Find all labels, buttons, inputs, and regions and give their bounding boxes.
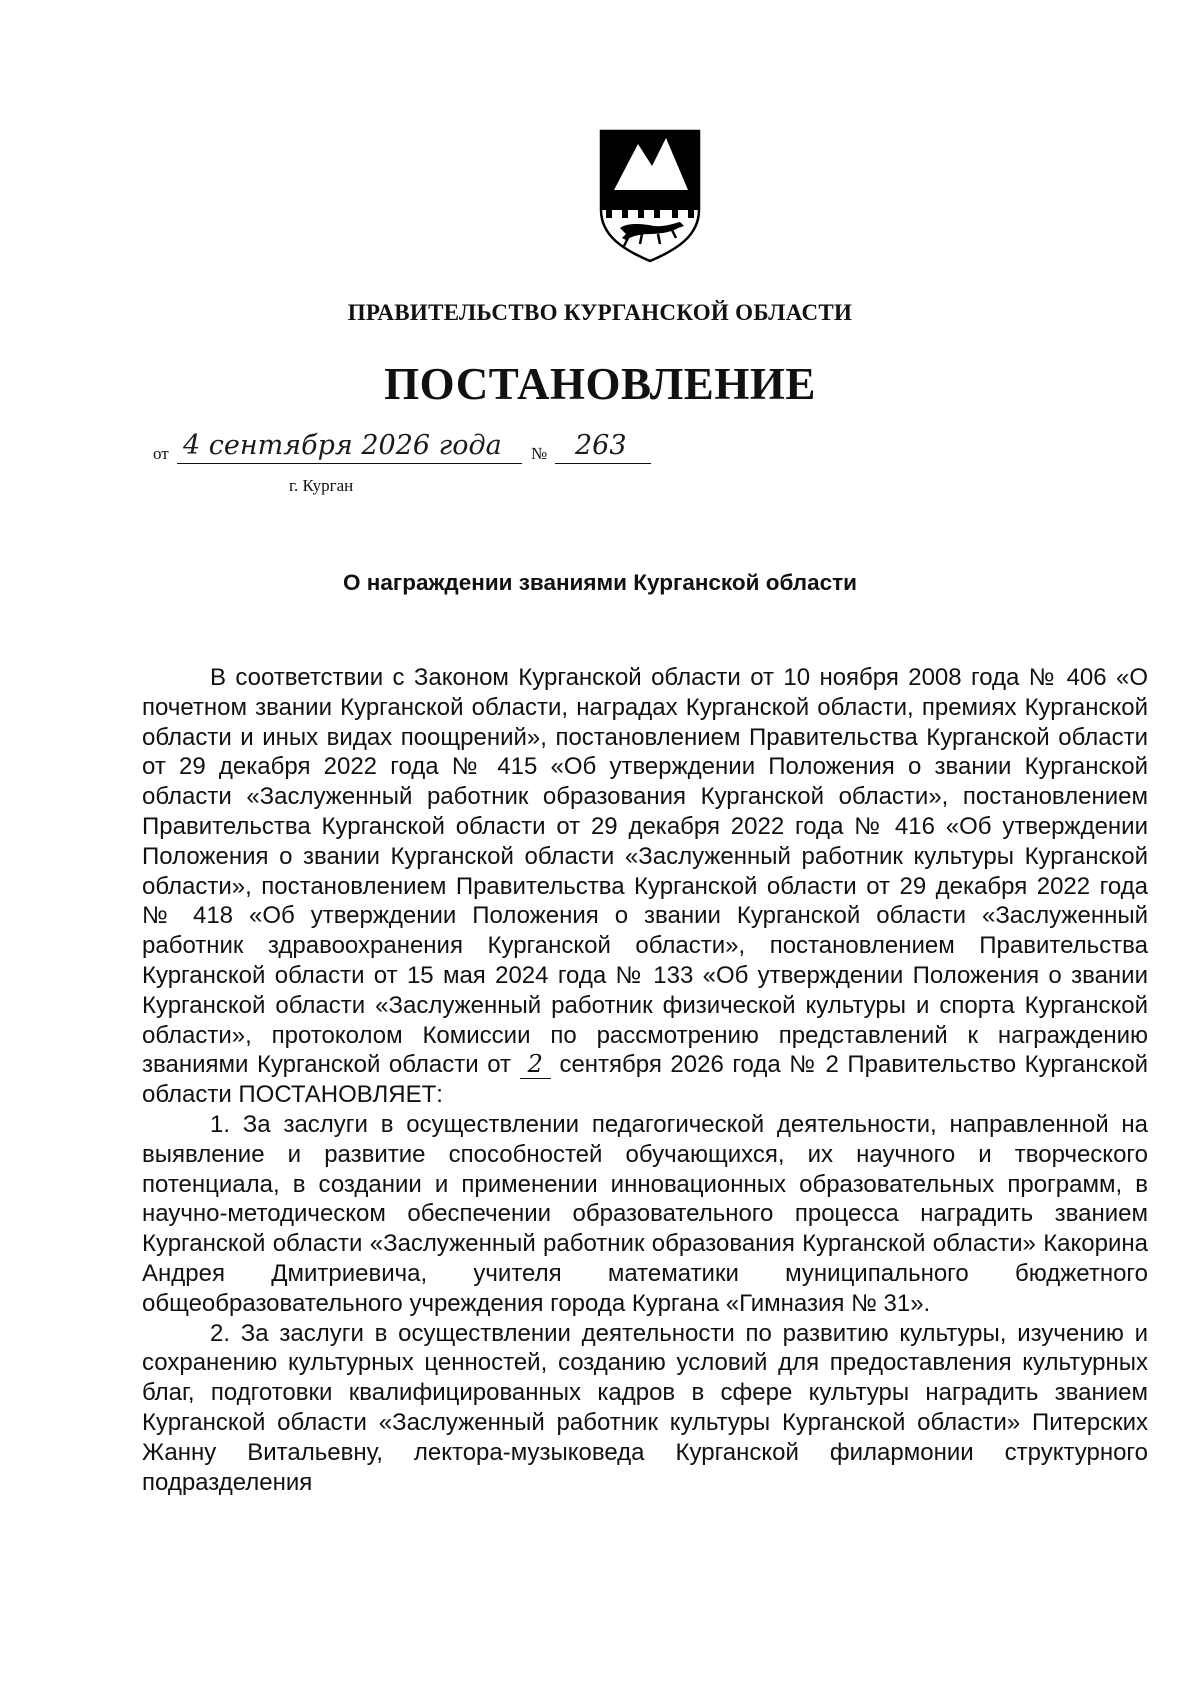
handwritten-day: 2 (520, 1050, 551, 1079)
date-underline (177, 463, 522, 464)
preamble-paragraph (142, 663, 1148, 1110)
document-body (142, 663, 1148, 1497)
coat-of-arms-icon (598, 128, 702, 264)
date-prefix: от (153, 444, 169, 463)
number-handwritten: 263 (575, 430, 627, 461)
number-prefix: № (531, 444, 548, 463)
preamble-text-end: сентября 2026 года № 2 Правительство Курганской области ПОСТАНОВЛЯЕТ: (142, 1051, 1149, 1109)
date-handwritten: 4 сентября 2026 года (183, 430, 502, 461)
document-subject: О награждении званиями Курганской области (343, 570, 857, 595)
preamble-text: В соответствии с Законом Курганской области от 10 ноября 2008 года № 406 «О почетном звании Курганской области, наградах Курганской области, премиях Курганской области и иных видах поощрений», постановлением Правительства Курганской области от 29 декабря 2022 года № 415 «Об утверждении Положения о звании Курганской области «Заслуженный работник образования Курганской области», постановлением Правительства Курганской области от 29 декабря 2022 года № 416 «Об утверждении Положения о звании Курганской области «Заслуженный работник культуры Курганской области», постановлением Правительства Курганской области от 29 декабря 2022 года № 418 «Об утверждении Положения о звании Курганской области «Заслуженный работник здравоохранения Курганской области», постановлением Правительства Курганской области от 15 мая 2024 года № 133 «Об утверждении Положения о звании Курганской области «Заслуженный работник физической культуры и спорта Курганской области», протоколом Комиссии по рассмотрению представлений к награждению званиями Курганской области от (142, 664, 1148, 1079)
date-number-line (153, 430, 673, 478)
item-1-paragraph: 1. За заслуги в осуществлении педагогической деятельности, направленной на выявление и развитие способностей обучающихся, их научного и творческого потенциала, в создании и применении инновационных образовательных программ, в научно-методическом обеспечении образовательного процесса наградить званием Курганской области «Заслуженный работник образования Курганской области» Какорина Андрея Дмитриевича, учителя математики муниципального бюджетного общеобразовательного учреждения города Кургана «Гимназия № 31». (142, 1110, 1148, 1317)
document-type: ПОСТАНОВЛЕНИЕ (384, 359, 816, 409)
government-title: ПРАВИТЕЛЬСТВО КУРГАНСКОЙ ОБЛАСТИ (347, 300, 853, 325)
item-2-paragraph: 2. За заслуги в осуществлении деятельности по развитию культуры, изучению и сохранению культурных ценностей, созданию условий для предоставления культурных благ, подготовки квалифицированных кадров в сфере культуры наградить званием Курганской области «Заслуженный работник культуры Курганской области» Питерских Жанну Витальевну, лектора-музыковеда Курганской филармонии структурного подразделения (142, 1319, 1148, 1496)
city-label: г. Курган (289, 476, 354, 495)
number-underline (555, 463, 651, 464)
